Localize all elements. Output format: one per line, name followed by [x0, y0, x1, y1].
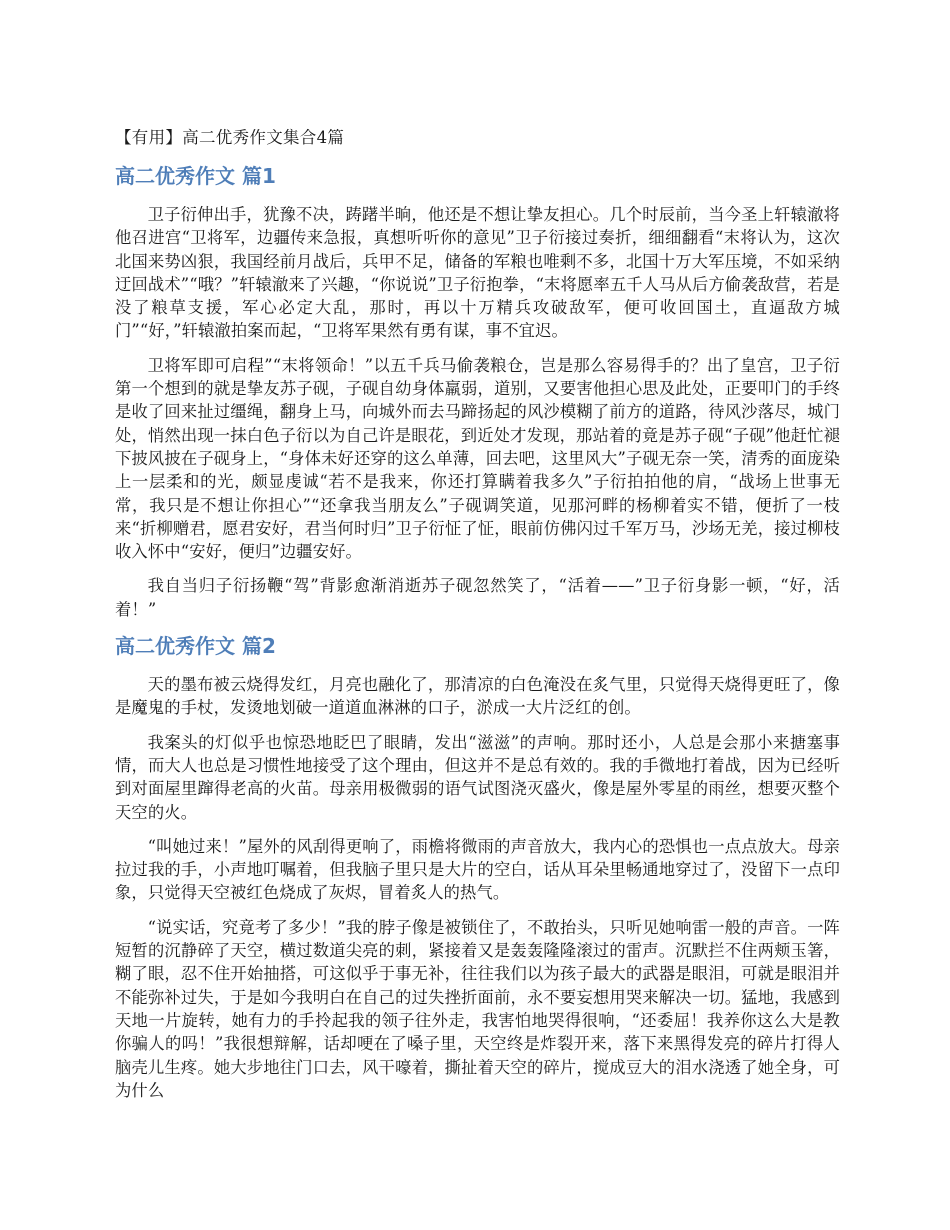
- paragraph: 卫子衍伸出手，犹豫不决，踌躇半晌，他还是不想让挚友担心。几个时辰前，当今圣上轩辕澈将他召进宫“卫将军，边疆传来急报，真想听听你的意见”卫子衍接过奏折，细细翻看“末将认为，这次北国来势凶狠，我国经前月战后，兵甲不足，储备的军粮也唯剩不多，北国十万大军压境，不如采纳迂回战术”“哦？”轩辕澈来了兴趣，“你说说”卫子衍抱拳，“末将愿率五千人马从后方偷袭敌营，若是没了粮草支援，军心必定大乱，那时，再以十万精兵攻破敌军，便可收回国土，直逼敌方城门”“好，”轩辕澈拍案而起，“卫将军果然有勇有谋，事不宜迟。: [115, 205, 840, 341]
- document-page: [115, 126, 840, 1113]
- paragraph: 我自当归子衍扬鞭“驾”背影愈渐消逝苏子砚忽然笑了，“活着——”卫子衍身影一顿，“好，活着！”: [115, 576, 840, 619]
- section-heading: 高二优秀作文 篇1: [115, 164, 276, 188]
- essay-section-1: [115, 162, 840, 621]
- paragraph: “叫她过来！”屋外的风刮得更响了，雨檐将微雨的声音放大，我内心的恐惧也一点点放大。母亲拉过我的手，小声地叮嘱着，但我脑子里只是大片的空白，话从耳朵里畅通地穿过了，没留下一点印象，只觉得天空被红色烧成了灰烬，冒着炙人的热气。: [115, 836, 840, 903]
- document-title: 【有用】高二优秀作文集合4篇: [115, 128, 345, 147]
- paragraph: “说实话，究竟考了多少！”我的脖子像是被锁住了，不敢抬头，只听见她响雷一般的声音。一阵短暂的沉静碎了天空，横过数道尖亮的刺，紧接着又是轰轰隆隆滚过的雷声。沉默拦不住两颊玉箸，糊了眼，忍不住开始抽搭，可这似乎于事无补，往往我们以为孩子最大的武器是眼泪，可就是眼泪并不能弥补过失，于是如今我明白在自己的过失挫折面前，永不要妄想用哭来解决一切。猛地，我感到天地一片旋转，她有力的手拎起我的领子往外走，我害怕地哭得很响，“还委屈！我养你这么大是教你骗人的吗！”我很想辩解，话却哽在了嗓子里，天空终是炸裂开来，落下来黑得发亮的碎片打得人脑壳儿生疼。她大步地往门口去，风干嚎着，撕扯着天空的碎片，搅成豆大的泪水浇透了她全身，可为什么: [115, 917, 840, 1100]
- paragraph: 我案头的灯似乎也惊恐地眨巴了眼睛，发出“滋滋”的声响。那时还小，人总是会那小来搪塞事情，而大人也总是习惯性地接受了这个理由，但这并不是总有效的。我的手微地打着战，因为已经听到对面屋里蹿得老高的火苗。母亲用极微弱的语气试图浇灭盛火，像是屋外零星的雨丝，想要灭整个天空的火。: [115, 732, 840, 822]
- essay-section-2: [115, 632, 840, 1102]
- paragraph: 天的墨布被云烧得发红，月亮也融化了，那清凉的白色淹没在炙气里，只觉得天烧得更旺了，像是魔鬼的手杖，发烫地划破一道道血淋淋的口子，淤成一大片泛红的创。: [115, 675, 840, 718]
- paragraph: 卫将军即可启程”“末将领命！”以五千兵马偷袭粮仓，岂是那么容易得手的？出了皇宫，卫子衍第一个想到的就是挚友苏子砚，子砚自幼身体羸弱，道别，又要害他担心思及此处，正要叩门的手终是收了回来扯过缰绳，翻身上马，向城外而去马蹄扬起的风沙模糊了前方的道路，待风沙落尽，城门处，悄然出现一抹白色子衍以为自己许是眼花，到近处才发现，那站着的竟是苏子砚“子砚”他赶忙褪下披风披在子砚身上，“身体未好还穿的这么单薄，回去吧，这里风大”子砚无奈一笑，清秀的面庞染上一层柔和的光，颇显虔诚“若不是我来，你还打算瞒着我多久”子衍拍拍他的肩，“战场上世事无常，我只是不想让你担心”“还拿我当朋友么”子砚调笑道，见那河畔的杨柳着实不错，便折了一枝来“折柳赠君，愿君安好，君当何时归”卫子衍怔了怔，眼前仿佛闪过千军万马，沙场无羌，接过柳枝收入怀中“安好，便归”边疆安好。: [115, 355, 840, 562]
- section-heading: 高二优秀作文 篇2: [115, 634, 276, 659]
